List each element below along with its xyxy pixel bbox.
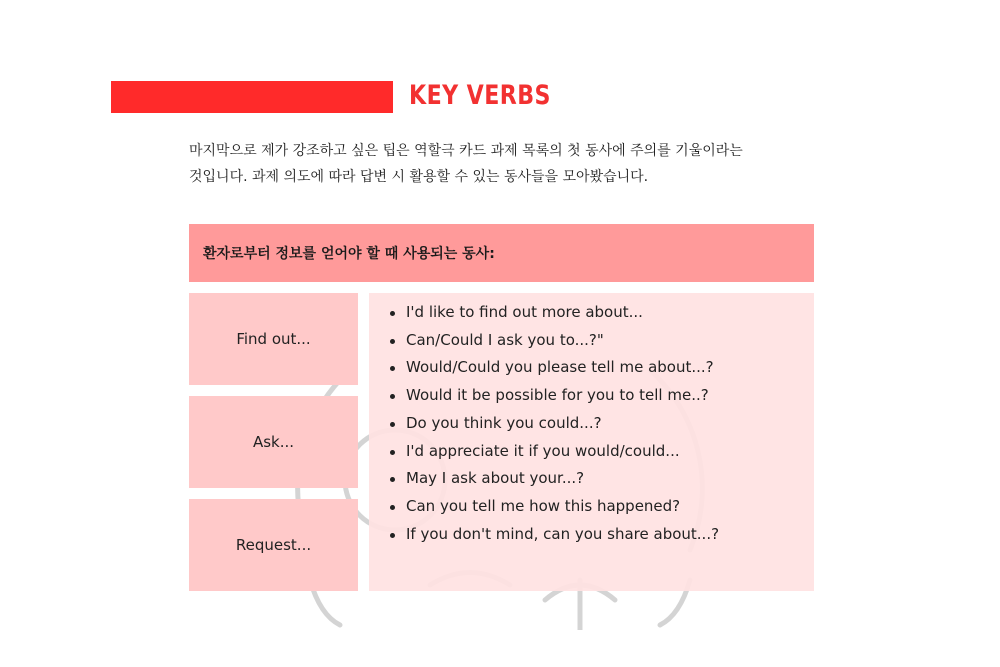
heading-accent-bar [111, 81, 393, 113]
phrase-panel [369, 293, 814, 591]
intro-line-2: 것입니다. 과제 의도에 따라 답변 시 활용할 수 있는 동사들을 모아봤습니다. [189, 169, 649, 185]
phrase-item: I'd appreciate it if you would/could... [369, 438, 814, 466]
intro-paragraph [189, 138, 809, 190]
verb-box-request [189, 499, 358, 591]
verb-label: Ask... [252, 433, 295, 451]
table-header-text: 환자로부터 정보를 얻어야 할 때 사용되는 동사: [203, 246, 495, 262]
section-title: KEY VERBS [409, 80, 551, 111]
phrase-item: May I ask about your...? [369, 465, 814, 493]
phrase-list [369, 299, 814, 548]
phrase-item: Do you think you could...? [369, 410, 814, 438]
phrase-item: Would it be possible for you to tell me..? [369, 382, 814, 410]
intro-line-1: 마지막으로 제가 강조하고 싶은 팁은 역할극 카드 과제 목록의 첫 동사에 주의를 기울이라는 [189, 143, 743, 159]
table-header [189, 224, 814, 282]
verb-label: Request... [235, 536, 312, 554]
verb-label: Find out... [236, 330, 311, 348]
phrase-item: Would/Could you please tell me about...? [369, 354, 814, 382]
verb-box-find-out [189, 293, 358, 385]
verb-box-ask [189, 396, 358, 488]
phrase-item: Can you tell me how this happened? [369, 493, 814, 521]
phrase-item: If you don't mind, can you share about...? [369, 521, 814, 549]
phrase-item: I'd like to find out more about... [369, 299, 814, 327]
phrase-item: Can/Could I ask you to...?" [369, 327, 814, 355]
